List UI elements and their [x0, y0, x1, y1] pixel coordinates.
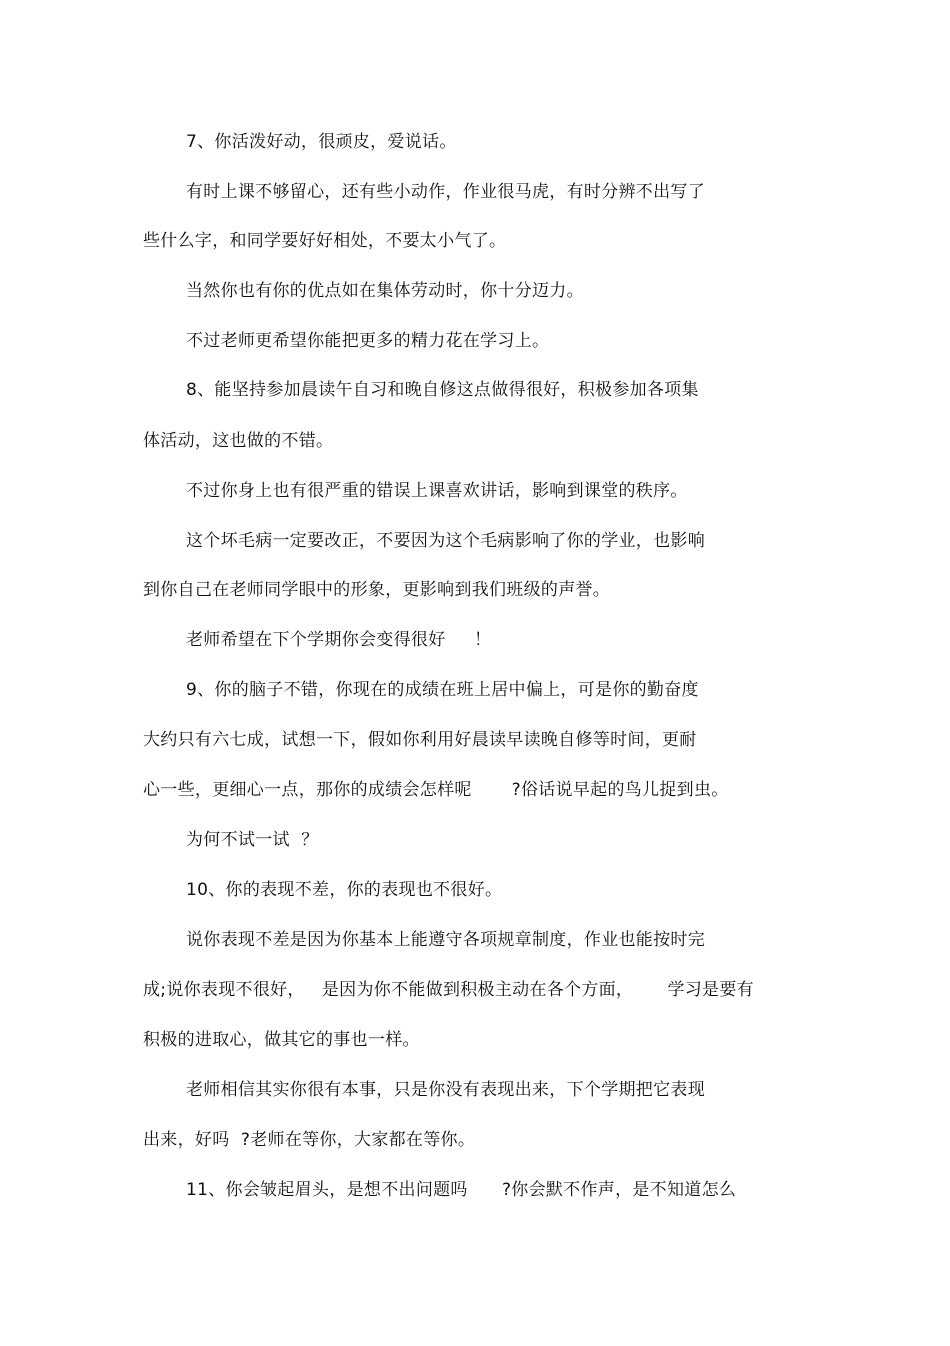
text-line: 8、能坚持参加晨读午自习和晚自修这点做得很好，积极参加各项集 [186, 380, 699, 400]
text-line: 这个坏毛病一定要改正，不要因为这个毛病影响了你的学业，也影响 [186, 531, 705, 551]
text-line: 为何不试一试 ？ [186, 830, 319, 850]
text-line: 说你表现不差是因为你基本上能遵守各项规章制度，作业也能按时完 [186, 930, 705, 950]
text-line: 体活动，这也做的不错。 [143, 431, 334, 451]
text-line: 11、你会皱起眉头，是想不出问题吗 ?你会默不作声，是不知道怎么 [186, 1180, 737, 1200]
text-line: 有时上课不够留心，还有些小动作，作业很马虎，有时分辨不出写了 [186, 182, 705, 202]
text-line: 10、你的表现不差，你的表现也不很好。 [186, 880, 503, 900]
text-line: 些什么字，和同学要好好相处，不要太小气了。 [143, 231, 507, 251]
text-line: 成;说你表现不很好， 是因为你不能做到积极主动在各个方面， 学习是要有 [143, 980, 754, 1000]
text-line: 不过老师更希望你能把更多的精力花在学习上。 [186, 331, 550, 351]
text-line: 出来，好吗 ?老师在等你，大家都在等你。 [143, 1130, 476, 1150]
text-line: 不过你身上也有很严重的错误上课喜欢讲话，影响到课堂的秩序。 [186, 481, 688, 501]
text-line: 老师希望在下个学期你会变得很好 ！ [186, 630, 492, 650]
text-line: 到你自己在老师同学眼中的形象，更影响到我们班级的声誉。 [143, 580, 611, 600]
text-line: 心一些，更细心一点，那你的成绩会怎样呢 ?俗话说早起的鸟儿捉到虫。 [143, 780, 729, 800]
text-line: 7、你活泼好动，很顽皮，爱说话。 [186, 132, 457, 152]
text-line: 老师相信其实你很有本事，只是你没有表现出来，下个学期把它表现 [186, 1080, 705, 1100]
text-line: 积极的进取心，做其它的事也一样。 [143, 1030, 420, 1050]
text-line: 9、你的脑子不错，你现在的成绩在班上居中偏上，可是你的勤奋度 [186, 680, 699, 700]
text-line: 大约只有六七成，试想一下，假如你利用好晨读早读晚自修等时间，更耐 [143, 730, 697, 750]
text-line: 当然你也有你的优点如在集体劳动时，你十分迈力。 [186, 281, 584, 301]
